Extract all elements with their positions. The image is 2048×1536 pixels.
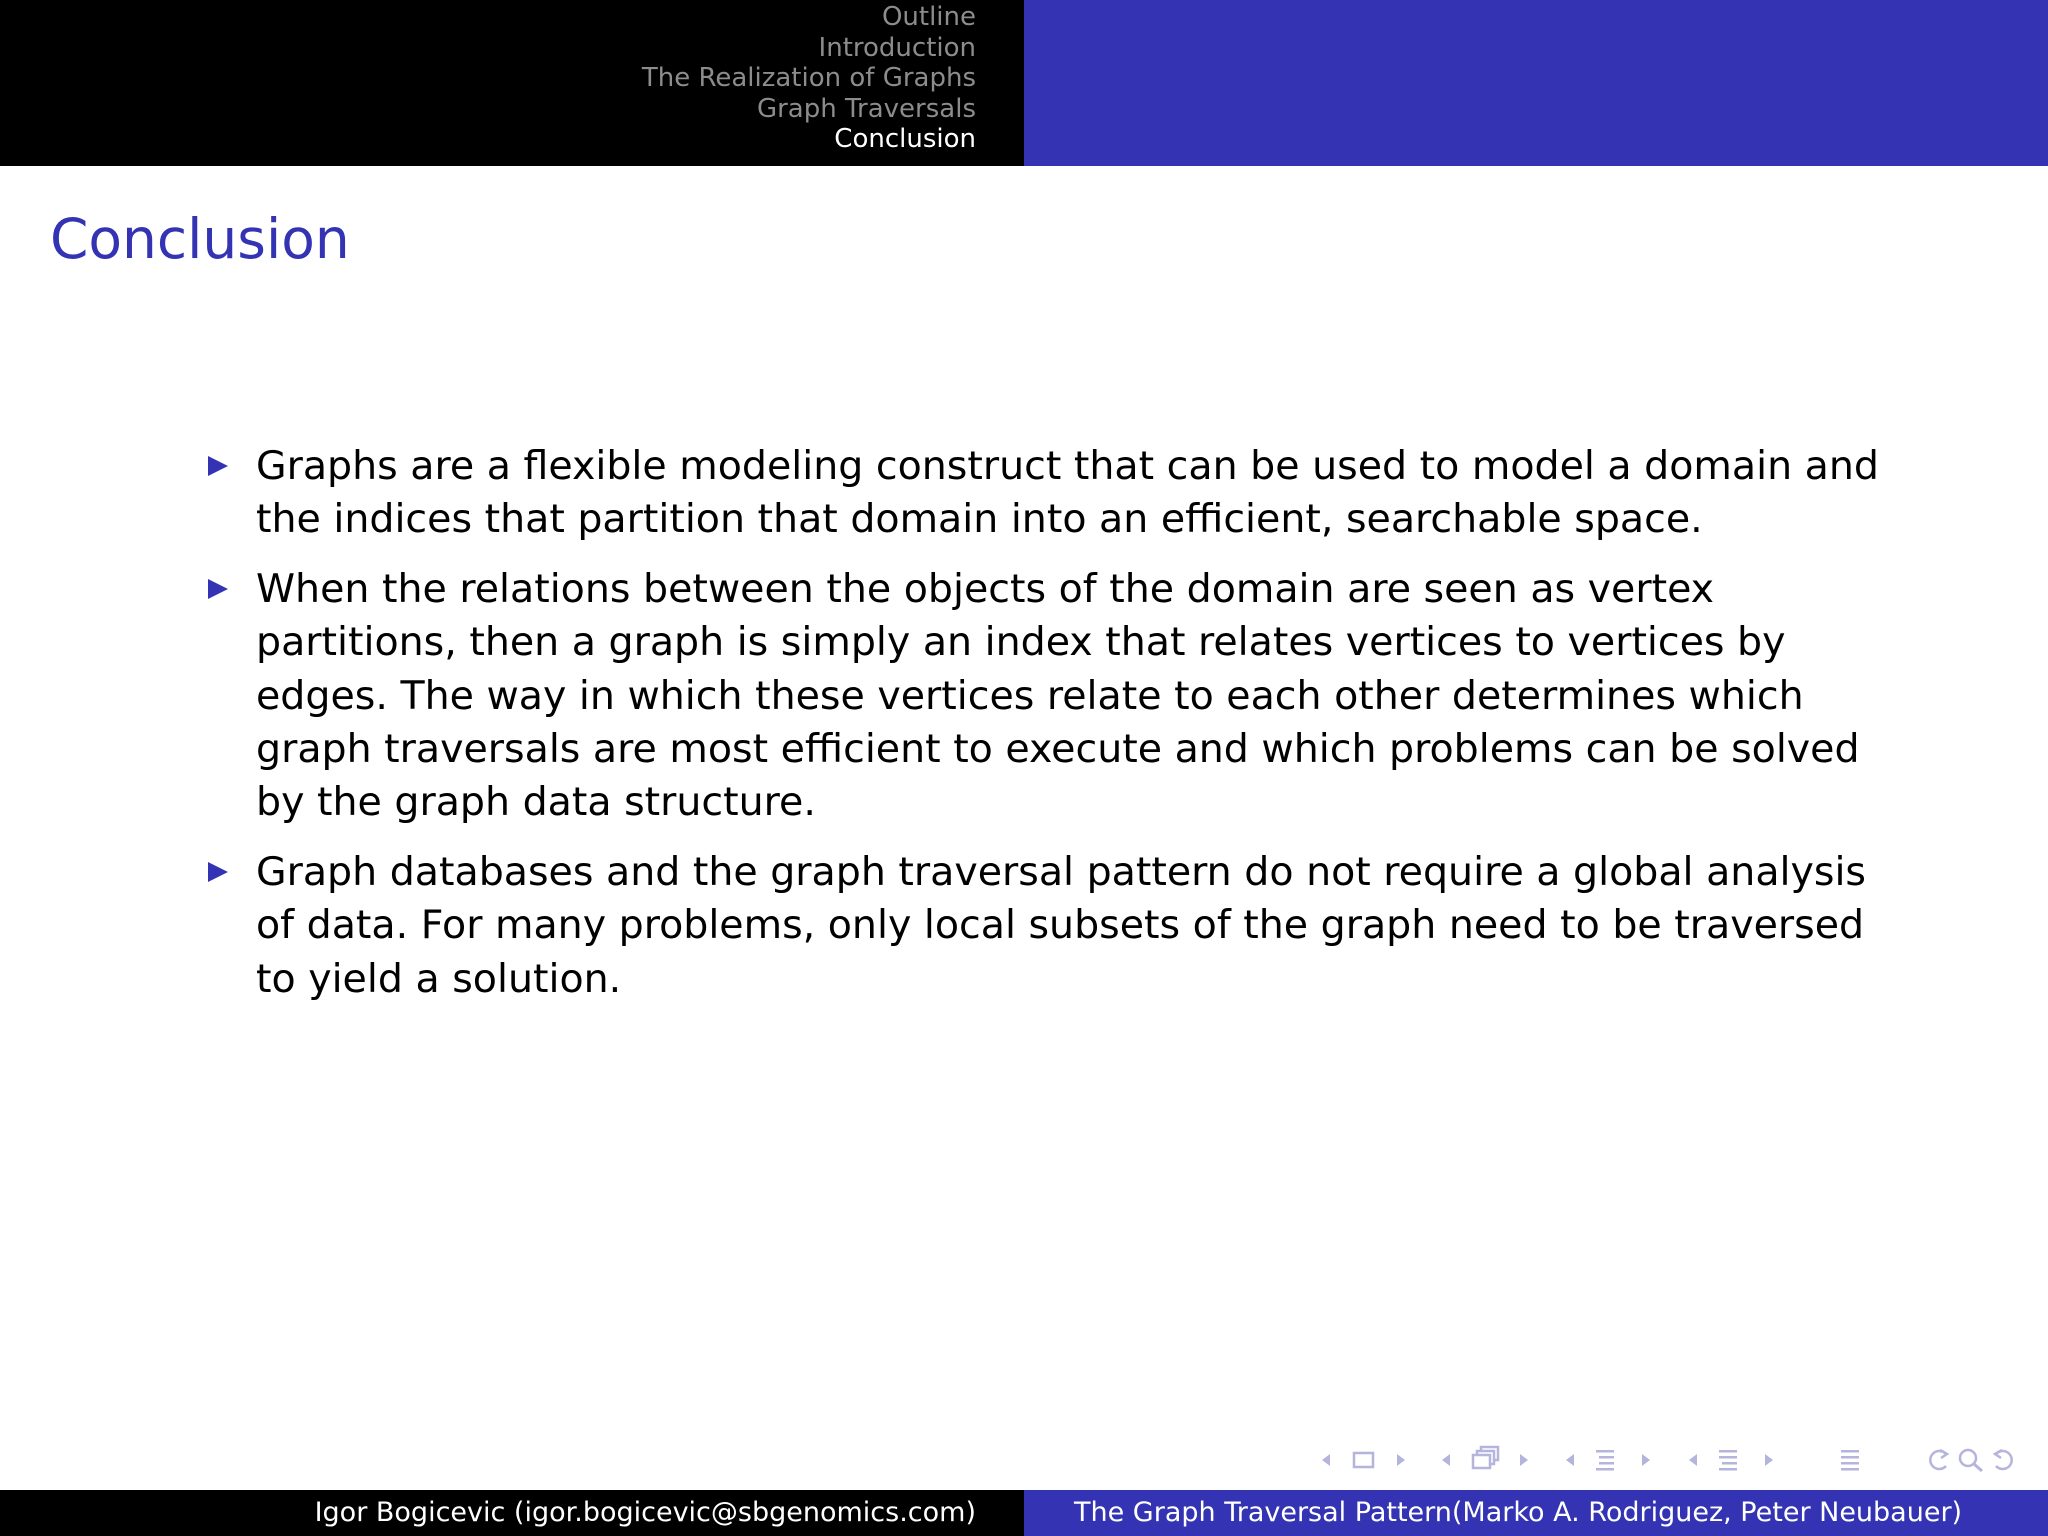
section-link-outline[interactable]: Outline (881, 2, 976, 32)
section-link-introduction[interactable]: Introduction (818, 32, 976, 63)
slide-icon[interactable] (1351, 1442, 1377, 1478)
subsection-icon[interactable] (1593, 1442, 1619, 1478)
bullet-text: Graphs are a flexible modeling construct that can be used to model a domain and the indices that partition that domain into an efficient, searchable space. (256, 443, 1879, 543)
frame-next-arrow-icon[interactable] (1517, 1442, 1531, 1478)
triangle-bullet-icon (208, 579, 228, 599)
footer-author-panel (0, 1490, 1024, 1536)
header-bar (0, 0, 2048, 166)
triangle-bullet-icon (208, 456, 228, 476)
footer-bar (0, 1490, 2048, 1536)
bullet-item (206, 563, 1906, 830)
section-link-conclusion[interactable]: Conclusion (834, 124, 976, 155)
frame-prev-arrow-icon[interactable] (1439, 1442, 1453, 1478)
bullet-text: When the relations between the objects of the domain are seen as vertex partitions, then a graph is simply an index that relates vertices to vertices by edges. The way in which these vertices relate to each other determines which graph traversals are most efficient to execute and which problems can be solved by the graph data structure. (256, 565, 1860, 826)
slide-next-arrow-icon[interactable] (1394, 1442, 1408, 1478)
header-section-panel (0, 0, 1024, 166)
section-icon[interactable] (1716, 1442, 1742, 1478)
header-subsection-panel (1024, 0, 2048, 166)
frame-icon[interactable] (1469, 1442, 1503, 1478)
search-icon[interactable] (1956, 1442, 1986, 1478)
beamer-navigation-symbols (1310, 1442, 2030, 1478)
section-navigation (642, 2, 976, 155)
footer-presentation-title: The Graph Traversal Pattern(Marko A. Rodriguez, Peter Neubauer) (1074, 1497, 1963, 1528)
subsection-next-arrow-icon[interactable] (1639, 1442, 1653, 1478)
bullet-text: Graph databases and the graph traversal pattern do not require a global analysis of data. For many problems, only local subsets of the graph need to be traversed to yield a solution. (256, 848, 1867, 1002)
section-next-arrow-icon[interactable] (1762, 1442, 1776, 1478)
triangle-bullet-icon (208, 862, 228, 882)
footer-title-panel (1024, 1490, 2048, 1536)
frame-title: Conclusion (50, 207, 350, 271)
bullet-item (206, 440, 1906, 547)
forward-icon[interactable] (1988, 1442, 2018, 1478)
document-icon[interactable] (1838, 1442, 1864, 1478)
bullet-item (206, 846, 1906, 1006)
bullet-list (206, 440, 1906, 1022)
slide-prev-arrow-icon[interactable] (1319, 1442, 1333, 1478)
footer-author: Igor Bogicevic (igor.bogicevic@sbgenomics.com) (314, 1497, 976, 1528)
section-link-graph-traversals[interactable]: Graph Traversals (756, 93, 976, 124)
back-icon[interactable] (1924, 1442, 1954, 1478)
subsection-prev-arrow-icon[interactable] (1563, 1442, 1577, 1478)
section-prev-arrow-icon[interactable] (1686, 1442, 1700, 1478)
section-link-realization-of-graphs[interactable]: The Realization of Graphs (641, 63, 976, 94)
